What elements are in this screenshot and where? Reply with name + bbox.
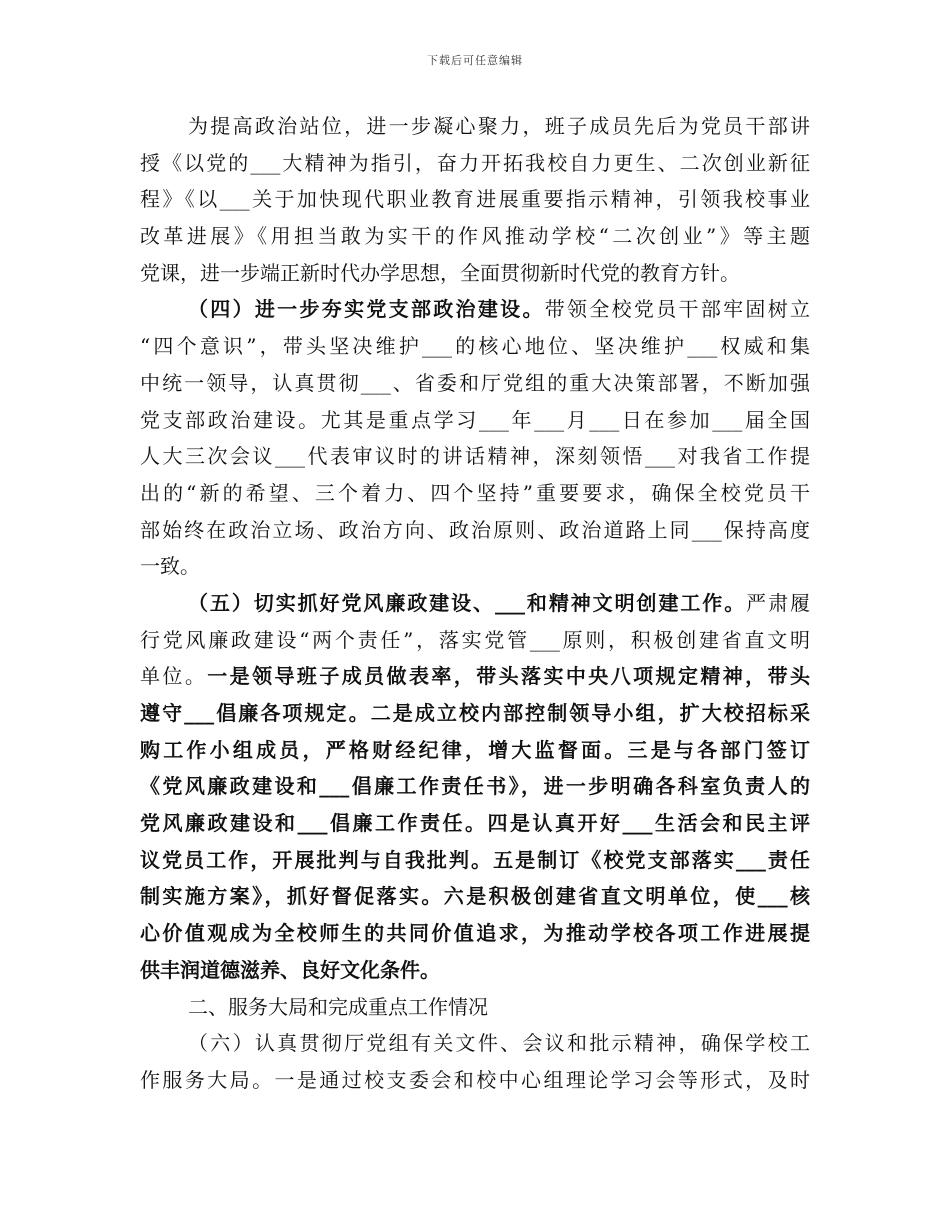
text-line: 议党员工作，开展批判与自我批判。五是制订《校党支部落实___责任 [140,847,810,872]
text-line: 供丰润道德滋养、良好文化条件。 [140,957,440,982]
page-header: 下载后可任意编辑 [427,54,523,67]
text-line: 改革进展》《用担当敢为实干的作风推动学校“二次创业”》等主题 [140,224,810,249]
text-line: 党支部政治建设。尤其是重点学习___年___月___日在参加___届全国 [140,407,810,432]
text-line: 党课，进一步端正新时代办学思想，全面贯彻新时代党的教育方针。 [140,260,740,285]
text-line: 心价值观成为全校师生的共同价值追求，为推动学校各项工作进展提 [140,921,810,946]
text-line: 出的“新的希望、三个着力、四个坚持”重要要求，确保全校党员干 [140,480,810,505]
text-line: 部始终在政治立场、政治方向、政治原则、政治道路上同___保持高度 [140,517,810,542]
section-heading-line: （四）进一步夯实党支部政治建设。带领全校党员干部牢固树立 [188,297,811,322]
text-line: 购工作小组成员，严格财经纪律，增大监督面。三是与各部门签订 [140,737,810,762]
text-line: 遵守___倡廉各项规定。二是成立校内部控制领导小组，扩大校招标采 [140,701,810,725]
text-line: （六）认真贯彻厅党组有关文件、会议和批示精神，确保学校工 [188,1031,810,1056]
text-line: “四个意识”，带头坚决维护___的核心地位、坚决维护___权威和集 [140,334,810,359]
text-line: 单位。一是领导班子成员做表率，带头落实中央八项规定精神，带头 [140,664,811,689]
text-line: 人大三次会议___代表审议时的讲话精神，深刻领悟___对我省工作提 [140,444,810,469]
chapter-heading: 二、服务大局和完成重点工作情况 [188,994,488,1019]
text-line: 《党风廉政建设和___倡廉工作责任书》，进一步明确各科室负责人的 [140,774,810,799]
text-line: 为提高政治站位，进一步凝心聚力，班子成员先后为党员干部讲 [188,114,810,138]
text-line: 作服务大局。一是通过校支委会和校中心组理论学习会等形式，及时 [140,1067,810,1092]
text-line: 程》《以___关于加快现代职业教育进展重要指示精神，引领我校事业 [140,187,810,212]
text-line: 一致。 [140,554,200,579]
text-line: 制实施方案》，抓好督促落实。六是积极创建省直文明单位，使___核 [140,884,811,909]
section-heading: （五）切实抓好党风廉政建设、___和精神文明创建工作。 [188,590,747,615]
section-heading: （四）进一步夯实党支部政治建设。 [188,297,545,322]
document-body [140,108,810,1099]
text-line: 党风廉政建设和___倡廉工作责任。四是认真开好___生活会和民主评 [140,811,810,836]
section-heading-line: （五）切实抓好党风廉政建设、___和精神文明创建工作。严肃履 [188,590,811,615]
text-line: 授《以党的___大精神为指引，奋力开拓我校自力更生、二次创业新征 [140,150,810,175]
text-line: 行党风廉政建设“两个责任”，落实党管___原则，积极创建省直文明 [140,627,810,652]
text-line: 中统一领导，认真贯彻___、省委和厅党组的重大决策部署，不断加强 [140,370,810,395]
